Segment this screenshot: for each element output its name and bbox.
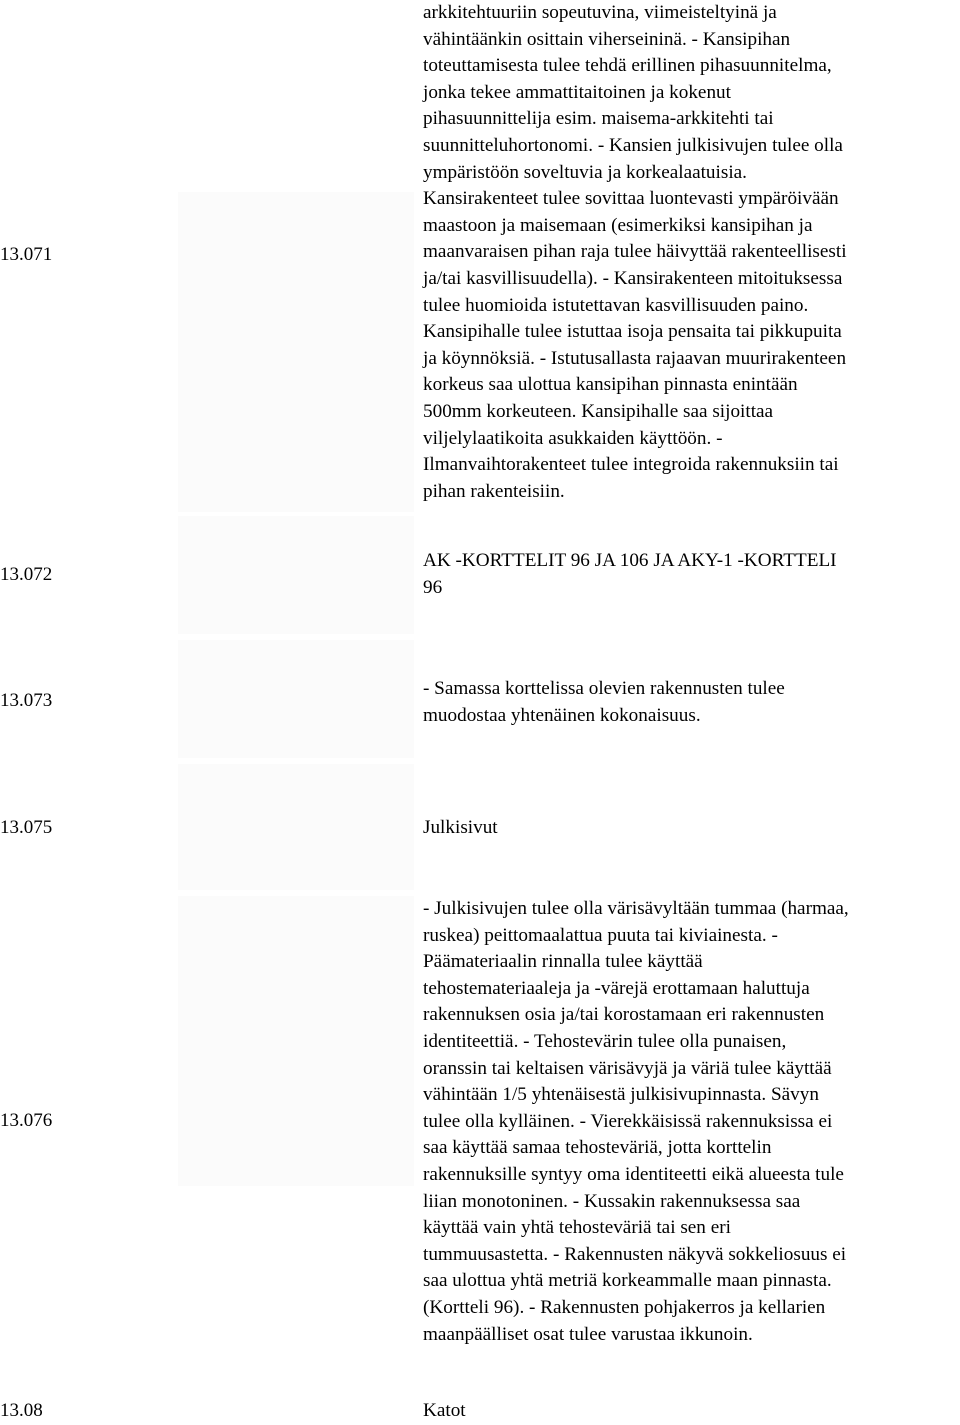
regulation-number: 13.08: [0, 1400, 43, 1421]
regulation-text: - Julkisivujen tulee olla värisävyltään tummaa (harmaa, ruskea) peittomaalattua puuta tai kiviainesta. - Päämateriaalin rinnalla tulee käyttää tehostemateriaaleja ja -värejä erottamaan haluttuja rakennuksen osia ja/tai korostamaan eri rakennusten identiteettiä. - Tehostevärin tulee olla punaisen, oranssin tai keltaisen värisävyjä ja väriä tulee käyttää vähintään 1/5 yhtenäisestä julkisivupinnasta. Sävyn tulee olla kylläinen. - Vierekkäisissä rakennuksissa ei saa käyttää samaa tehosteväriä, jotta korttelin rakennuksille syntyy oma identiteetti eikä alueesta tule liian monotoninen. - Kussakin rakennuksessa saa käyttää vain yhtä tehosteväriä tai sen eri tummuusastetta. - Rakennusten näkyvä sokkeliosuus ei saa ulottua yhtä metriä korkeammalle maan pinnasta. (Kortteli 96). - Rakennusten pohjakerros ja kellarien maanpäälliset osat tulee varustaa ikkunoin.: [423, 898, 849, 1345]
shaded-cell: [178, 764, 414, 890]
section-heading: AK -KORTTELIT 96 JA 106 JA AKY-1 -KORTTELI 96: [423, 550, 837, 598]
shaded-cell: [178, 192, 414, 512]
shaded-cell: [178, 516, 414, 634]
regulation-number: 13.071: [0, 244, 53, 265]
shaded-cell: [178, 640, 414, 758]
regulation-number: 13.075: [0, 817, 53, 838]
section-heading: Katot: [423, 1400, 466, 1421]
regulation-number: 13.072: [0, 564, 53, 585]
regulation-text: - Samassa korttelissa olevien rakennusten tulee muodostaa yhtenäinen kokonaisuus.: [423, 678, 785, 726]
shaded-cell: [178, 896, 414, 1186]
regulation-number: 13.073: [0, 690, 53, 711]
section-heading: Julkisivut: [423, 817, 498, 838]
regulation-text: arkkitehtuuriin sopeutuvina, viimeisteltyinä ja vähintäänkin osittain viherseininä. - Kansipihan toteuttamisesta tulee tehdä erillinen pihasuunnitelma, jonka tekee ammattitaitoinen ja kokenut pihasuunnittelija esim. maisema-arkkitehti tai suunnitteluhortonomi. - Kansien julkisivujen tulee olla ympäristöön soveltuvia ja korkealaatuisia. Kansirakenteet tulee sovittaa luontevasti ympäröivään maastoon ja maisemaan (esimerkiksi kansipihan ja maanvaraisen pihan raja tulee häivyttää rakenteellisesti ja/tai kasvillisuudella). - Kansirakenteen mitoituksessa tulee huomioida istutettavan kasvillisuuden paino. Kansipihalle tulee istuttaa isoja pensaita tai pikkupuita ja köynnöksiä. - Istutusallasta rajaavan muurirakenteen korkeus saa ulottua kansipihan pinnasta enintään 500mm korkeuteen. Kansipihalle saa sijoittaa viljelylaatikoita asukkaiden käyttöön. - Ilmanvaihtorakenteet tulee integroida rakennuksiin tai pihan rakenteisiin.: [423, 2, 847, 502]
regulation-number: 13.076: [0, 1110, 53, 1131]
